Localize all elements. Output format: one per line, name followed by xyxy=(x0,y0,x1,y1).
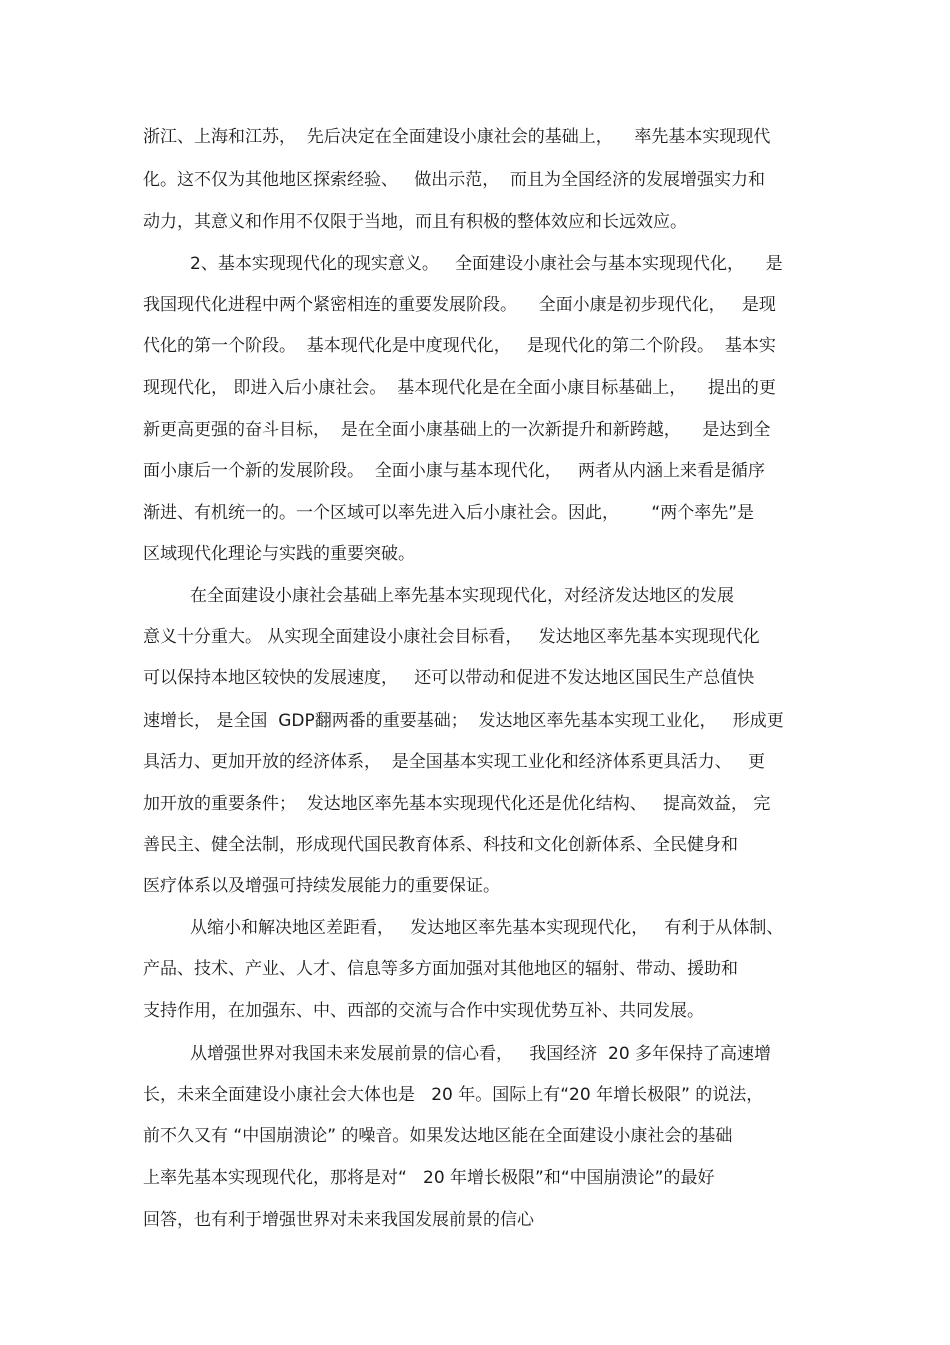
text-line: 在全面建设小康社会基础上率先基本实现现代化，对经济发达地区的发展 xyxy=(190,586,734,606)
text-line: 意义十分重大。 从实现全面建设小康社会目标看， 发达地区率先基本实现现代化 xyxy=(143,627,760,647)
text-line: 2、基本实现现代化的现实意义。 全面建设小康社会与基本实现现代化， 是 xyxy=(190,254,783,274)
text-line: 区域现代化理论与实践的重要突破。 xyxy=(143,544,415,564)
text-line: 动力，其意义和作用不仅限于当地，而且有积极的整体效应和长远效应。 xyxy=(143,212,687,232)
text-line: 善民主、健全法制，形成现代国民教育体系、科技和文化创新体系、全民健身和 xyxy=(143,835,738,855)
text-line: 面小康后一个新的发展阶段。 全面小康与基本现代化， 两者从内涵上来看是循序 xyxy=(143,461,766,481)
text-line: 长，未来全面建设小康社会大体也是 20 年。国际上有“20 年增长极限” 的说法， xyxy=(143,1085,764,1105)
text-line: 代化的第一个阶段。 基本现代化是中度现代化， 是现代化的第二个阶段。 基本实 xyxy=(143,336,776,356)
text-line: 化。这不仅为其他地区探索经验、 做出示范， 而且为全国经济的发展增强实力和 xyxy=(143,170,766,190)
text-line: 现现代化， 即进入后小康社会。 基本现代化是在全面小康目标基础上， 提出的更 xyxy=(143,378,776,398)
text-line: 加开放的重要条件； 发达地区率先基本实现现代化还是优化结构、 提高效益， 完 xyxy=(143,794,771,814)
text-line: 速增长， 是全国 GDP翻两番的重要基础； 发达地区率先基本实现工业化， 形成更 xyxy=(143,711,784,731)
text-line: 浙江、上海和江苏， 先后决定在全面建设小康社会的基础上， 率先基本实现现代 xyxy=(143,127,771,147)
text-line: 上率先基本实现现代化，那将是对“ 20 年增长极限”和“中国崩溃论”的最好 xyxy=(143,1168,715,1188)
text-line: 支持作用，在加强东、中、西部的交流与合作中实现优势互补、共同发展。 xyxy=(143,1001,704,1021)
text-line: 新更高更强的奋斗目标， 是在全面小康基础上的一次新提升和新跨越， 是达到全 xyxy=(143,420,771,440)
text-line: 从缩小和解决地区差距看， 发达地区率先基本实现现代化， 有利于从体制、 xyxy=(190,918,784,938)
text-line: 我国现代化进程中两个紧密相连的重要发展阶段。 全面小康是初步现代化， 是现 xyxy=(143,295,776,315)
text-line: 医疗体系以及增强可持续发展能力的重要保证。 xyxy=(143,876,500,896)
text-line: 具活力、更加开放的经济体系， 是全国基本实现工业化和经济体系更具活力、 更 xyxy=(143,752,766,772)
text-line: 产品、技术、产业、人才、信息等多方面加强对其他地区的辐射、带动、援助和 xyxy=(143,959,738,979)
text-line: 渐进、有机统一的。一个区域可以率先进入后小康社会。因此， “两个率先”是 xyxy=(143,503,755,523)
text-line: 前不久又有 “中国崩溃论” 的噪音。如果发达地区能在全面建设小康社会的基础 xyxy=(143,1126,733,1146)
text-line: 回答，也有利于增强世界对未来我国发展前景的信心 xyxy=(143,1210,534,1230)
text-line: 可以保持本地区较快的发展速度， 还可以带动和促进不发达地区国民生产总值快 xyxy=(143,668,755,688)
text-line: 从增强世界对我国未来发展前景的信心看， 我国经济 20 多年保持了高速增 xyxy=(190,1044,772,1064)
